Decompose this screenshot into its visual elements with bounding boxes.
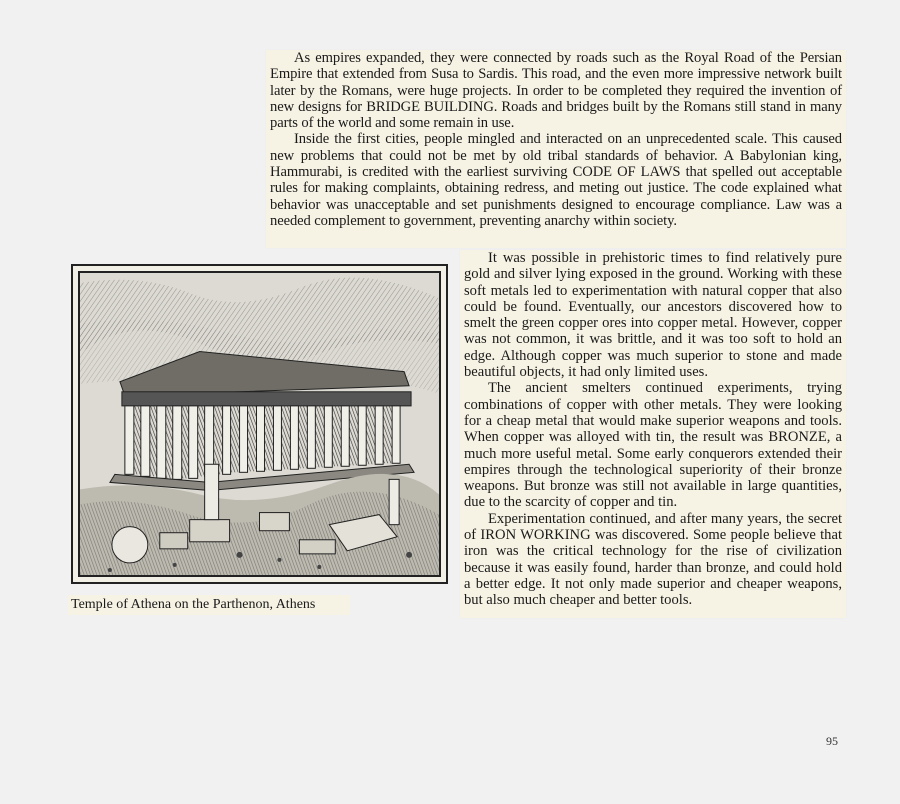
paragraph-roads: As empires expanded, they were connected by roads such as the Royal Road of the Persian Empire that extended from Susa to Sardis. This road, and the even more impressive network built later by the Romans, were huge projects. In order to be completed they required the invention of new designs for BRIDGE BUILDING. Roads and bridges built by the Romans still stand in many parts of the world and some remain in use. bbox=[270, 50, 842, 132]
right-text-block bbox=[460, 250, 846, 618]
figure-frame bbox=[71, 264, 448, 584]
paragraph-laws: Inside the first cities, people mingled and interacted on an unprecedented scale. This caused new problems that could not be met by old tribal standards of behavior. A Babylonian king, Hammurabi, is credited with the earliest surviving CODE OF LAWS that spelled out acceptable rules for making complaints, obtaining redress, and meting out justice. The code explained what behavior was unacceptable and set punishments designed to encourage compliance. Law was a needed complement to government, preventing anarchy within society. bbox=[270, 131, 842, 229]
top-text-block bbox=[266, 50, 846, 248]
paragraph-iron: Experimentation continued, and after many years, the secret of IRON WORKING was discovered. Some people believe that iron was the critical technology for the rise of civilization because it was easily found, harder than bronze, and could hold a better edge. It not only made superior and cheaper weapons, but also much cheaper and better tools. bbox=[464, 510, 842, 609]
figure-caption: Temple of Athena on the Parthenon, Athens bbox=[68, 595, 350, 615]
paragraph-bronze: The ancient smelters continued experiments, trying combinations of copper with other metals. They were looking for a cheap metal that would make superior weapons and tools. When copper was alloyed with tin, the result was BRONZE, a much more useful metal. Some early conquerors extended their empires through the technological superiority of their bronze weapons. But bronze was still not available in large quantities, due to the scarcity of copper and tin. bbox=[464, 380, 842, 511]
paragraph-metals: It was possible in prehistoric times to find relatively pure gold and silver lying exposed in the ground. Working with these soft metals led to experimentation with natural copper that also could be found. Eventually, our ancestors discovered how to smelt the green copper ores into copper metal. However, copper was not common, it was brittle, and it was too soft to hold an edge. Although copper was much superior to stone and made beautiful objects, it had only limited uses. bbox=[464, 250, 842, 381]
page-number: 95 bbox=[826, 734, 838, 748]
parthenon-illustration-svg bbox=[80, 273, 439, 575]
parthenon-illustration-icon bbox=[78, 271, 441, 577]
